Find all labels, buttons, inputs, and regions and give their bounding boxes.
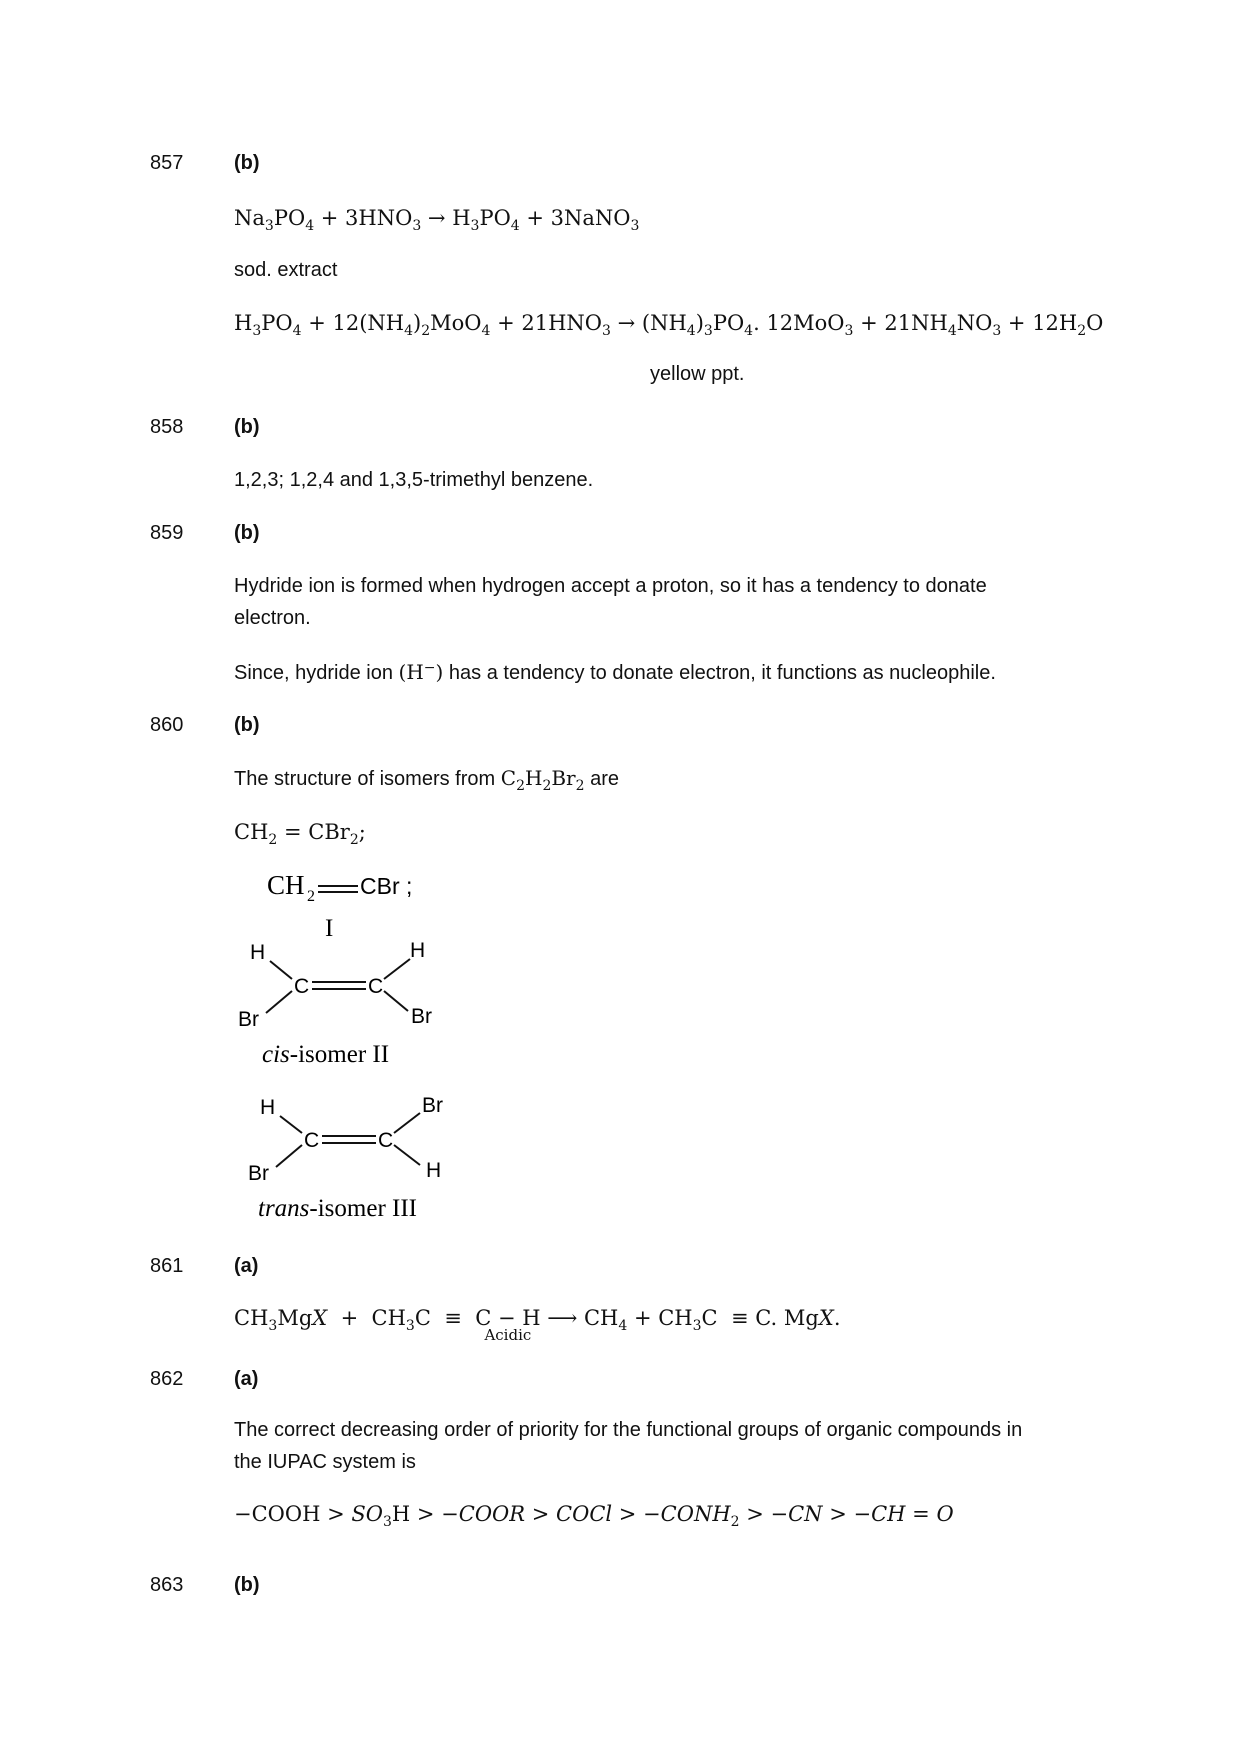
acidic-hydrogen: C − H Acidic <box>475 1306 541 1344</box>
atom-c: C <box>304 1129 320 1152</box>
equation-862: −COOH > $SO_3H$ > −COOR > COCl > $-CONH_2 > -CN > -CH = O$ <box>234 1502 954 1530</box>
ch2-group: CH <box>267 870 305 900</box>
atom-br: Br <box>248 1162 269 1185</box>
question-number: 861 <box>150 1255 184 1277</box>
bond-line <box>384 991 408 1011</box>
answer-option: (b) <box>234 522 260 544</box>
question-number: 863 <box>150 1574 184 1596</box>
question-number: 860 <box>150 714 184 736</box>
answer-option: (a) <box>234 1368 259 1390</box>
atom-h: H <box>410 939 426 962</box>
bond-line <box>280 1116 302 1133</box>
answer-text: 1,2,3; 1,2,4 and 1,3,5-trimethyl benzene. <box>234 469 594 491</box>
equation-857-2: $H_3PO_4 + 12(NH_4)_2MoO_4 + 21HNO_3 \to (NH_4)_3PO_4$. $12MoO_3 + 21NH_4NO_3 + 12H_2O$ <box>234 311 1104 339</box>
question-number: 857 <box>150 152 184 174</box>
cbr-group: CBr ; <box>360 873 413 899</box>
paragraph-line: The correct decreasing order of priority for the functional groups of organic compounds in <box>234 1419 1023 1441</box>
structure-cis <box>232 935 492 1075</box>
paragraph-line: Since, hydride ion (H−) has a tendency to donate electron, it functions as nucleophile. <box>234 660 996 684</box>
answer-option: (b) <box>234 714 260 736</box>
paragraph-line: Hydride ion is formed when hydrogen accept a proton, so it has a tendency to donate <box>234 575 987 597</box>
answer-option: (b) <box>234 416 260 438</box>
note-text: sod. extract <box>234 259 338 281</box>
ch2-subscript: 2 <box>307 888 315 905</box>
atom-br: Br <box>422 1094 443 1117</box>
atom-br: Br <box>238 1008 259 1031</box>
atom-h: H <box>426 1159 442 1182</box>
atom-h: H <box>250 941 266 964</box>
question-number: 859 <box>150 522 184 544</box>
answer-option: (b) <box>234 1574 260 1596</box>
atom-c: C <box>294 975 310 998</box>
bond-line <box>266 991 292 1013</box>
equation-860: $CH_2 = CBr_2$; <box>234 820 366 848</box>
precipitate-label: yellow ppt. <box>650 363 745 385</box>
equation-861: $CH_3MgX + CH_3C \equiv C - H$ Acidic ⟶ $CH_4 + CH_3C \equiv C$. MgX. <box>234 1306 841 1344</box>
atom-br: Br <box>411 1005 432 1028</box>
structure-1 <box>260 860 460 940</box>
structure-label: cis-isomer II <box>262 1041 390 1068</box>
paragraph-line: the IUPAC system is <box>234 1451 416 1473</box>
structure-trans <box>232 1088 492 1228</box>
structure-label: I <box>325 915 334 940</box>
atom-h: H <box>260 1096 276 1119</box>
bond-line <box>384 959 410 979</box>
acidic-label: Acidic <box>484 1326 532 1344</box>
equation-857-1: $Na_3PO_4 + 3HNO_3 \to H_3PO_4$ + 3NaNO$_3$ <box>234 206 640 234</box>
bond-line <box>394 1145 420 1165</box>
bond-line <box>270 961 292 979</box>
atom-c: C <box>378 1129 394 1152</box>
bond-line <box>394 1113 420 1133</box>
paragraph-line: The structure of isomers from $C_2H_2Br_2$ are <box>234 766 620 794</box>
structure-label: trans-isomer III <box>258 1195 417 1222</box>
bond-line <box>276 1145 302 1167</box>
question-number: 858 <box>150 416 184 438</box>
atom-c: C <box>368 975 384 998</box>
question-number: 862 <box>150 1368 184 1390</box>
answer-option: (a) <box>234 1255 259 1277</box>
answer-option: (b) <box>234 152 260 174</box>
paragraph-line: electron. <box>234 607 311 629</box>
